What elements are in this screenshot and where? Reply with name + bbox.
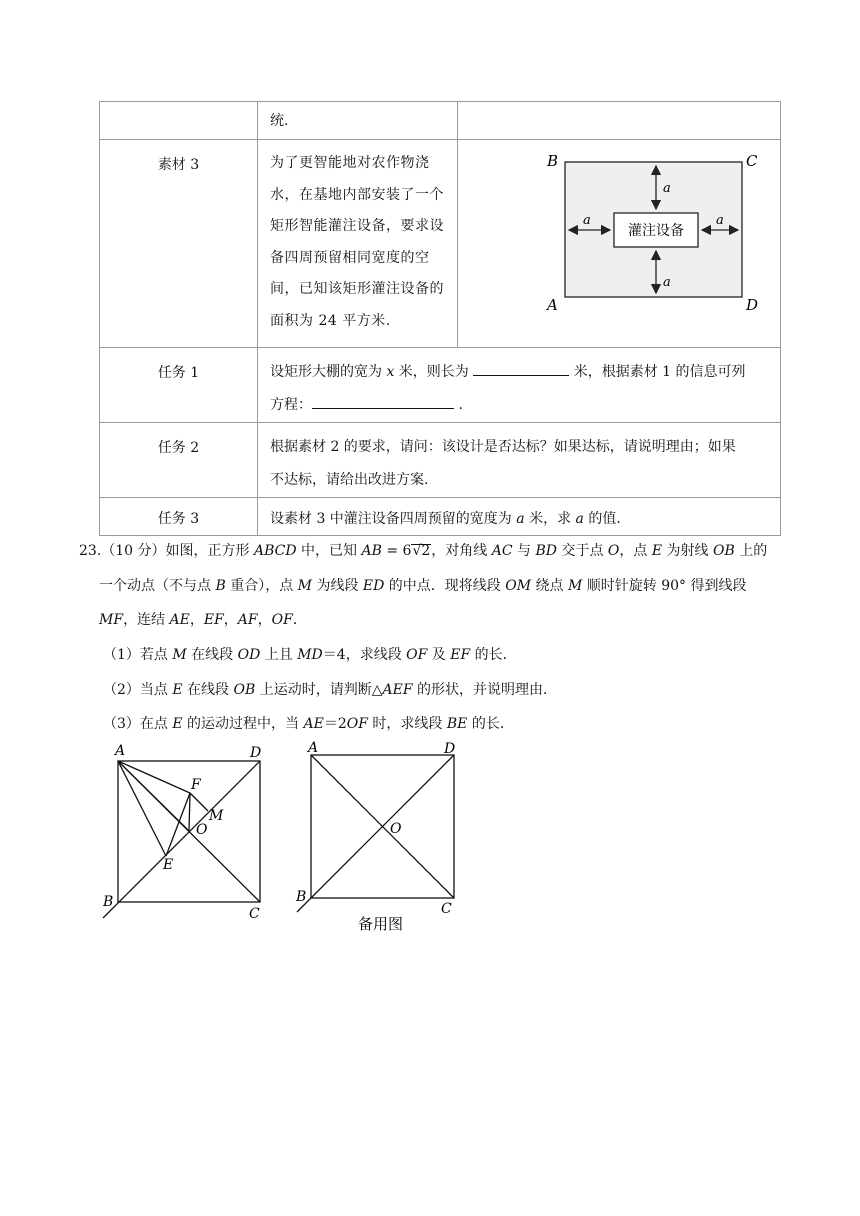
var: ABCD — [253, 543, 297, 559]
row-label-cell — [100, 140, 258, 348]
text: 米，根据素材 1 的信息可列 — [569, 364, 746, 380]
point-F: F — [191, 777, 201, 793]
answer-blank[interactable] — [473, 361, 569, 376]
question-line-3 — [99, 609, 307, 629]
var: E — [651, 543, 663, 559]
var: E — [172, 682, 183, 698]
label-a: a — [716, 213, 724, 228]
vertex-C: C — [441, 901, 452, 917]
material-3-text: 为了更智能地对农作物浇水，在基地内部安装了一个矩形智能灌注设备，要求设备四周预留相同宽度的空间，已知该矩形灌注设备的面积为 24 平方米. — [270, 155, 444, 329]
text: 的中点．现将线段 — [384, 578, 506, 594]
task-2-text — [258, 423, 780, 497]
var: ED — [362, 578, 385, 594]
text: ＝2 — [323, 716, 347, 732]
question-line-2 — [99, 575, 747, 595]
text: 为射线 — [662, 543, 713, 559]
var: MF — [99, 612, 124, 628]
square-figure-backup — [290, 738, 470, 938]
table-cell — [258, 140, 458, 348]
text: 一个动点（不与点 — [99, 578, 216, 594]
table-cell — [258, 348, 781, 423]
var: M — [297, 578, 312, 594]
var: OF — [406, 647, 428, 663]
point-M: M — [209, 808, 224, 824]
text: 设素材 3 中灌注设备四周预留的宽度为 — [270, 511, 517, 527]
text: 2 — [421, 543, 431, 559]
text: 方程： — [270, 397, 312, 413]
ray-db — [297, 755, 454, 912]
figure-caption: 备用图 — [358, 915, 404, 933]
point-O: O — [390, 821, 402, 837]
table-cell — [258, 498, 781, 536]
text: 为线段 — [312, 578, 363, 594]
answer-blank[interactable] — [312, 394, 454, 409]
table-row — [100, 423, 781, 498]
vertex-B: B — [547, 152, 559, 170]
text: 交于点 — [557, 543, 608, 559]
label-a: a — [663, 275, 671, 290]
row-label-cell — [100, 498, 258, 536]
var-x: x — [386, 364, 395, 380]
text: 的值. — [583, 511, 621, 527]
table-row — [100, 140, 781, 348]
text: 米，则长为 — [394, 364, 474, 380]
text: 米，求 — [524, 511, 576, 527]
text: （2）当点 — [103, 682, 173, 698]
table-cell — [458, 102, 781, 140]
text: 在线段 — [182, 682, 234, 698]
var: AC — [491, 543, 513, 559]
text: 时，求线段 — [367, 716, 447, 732]
text: （1）若点 — [103, 647, 173, 663]
text: ， — [223, 612, 238, 628]
var: AEF — [382, 682, 413, 698]
var: OD — [237, 647, 261, 663]
text: 顺时针旋转 90° 得到线段 — [582, 578, 747, 594]
var: MD — [297, 647, 323, 663]
text: 如图，正方形 — [165, 543, 254, 559]
segment-ao — [118, 761, 189, 831]
question-number: 23. — [79, 543, 102, 559]
table-cell — [258, 102, 458, 140]
vertex-D: D — [746, 296, 759, 314]
vertex-B: B — [103, 894, 114, 910]
var: BD — [535, 543, 557, 559]
var: AE — [303, 716, 324, 732]
var: BE — [446, 716, 468, 732]
var: EF — [203, 612, 224, 628]
text: 的长． — [467, 716, 514, 732]
text: 设矩形大棚的宽为 — [270, 364, 387, 380]
text: 绕点 — [531, 578, 568, 594]
question-line-1 — [79, 540, 767, 560]
segment-fm — [190, 793, 208, 811]
vertex-A: A — [547, 296, 558, 314]
text: 上且 — [260, 647, 298, 663]
text: 及 — [427, 647, 451, 663]
text: ＝4，求线段 — [322, 647, 407, 663]
var: OF — [271, 612, 293, 628]
row-label-cell — [100, 423, 258, 498]
subquestion-3 — [103, 713, 514, 733]
text: 上的 — [734, 543, 768, 559]
label-a: a — [663, 181, 671, 196]
row-label: 任务 2 — [157, 440, 200, 456]
text: ． — [292, 612, 307, 628]
table-cell — [258, 423, 781, 498]
row-label: 任务 1 — [157, 365, 200, 381]
text: 中，已知 — [296, 543, 362, 559]
text: （3）在点 — [103, 716, 173, 732]
var-a: a — [575, 511, 584, 527]
point-E: E — [163, 857, 174, 873]
segment-fo — [189, 793, 190, 831]
var: AF — [237, 612, 258, 628]
question-points: （10 分） — [101, 543, 166, 559]
var: M — [567, 578, 583, 594]
var: E — [172, 716, 183, 732]
var: M — [172, 647, 187, 663]
segment-af — [118, 761, 190, 793]
table-row — [100, 348, 781, 423]
var: OF — [346, 716, 368, 732]
text: 的形状，并说明理由． — [412, 682, 557, 698]
text: 的运动过程中，当 — [182, 716, 304, 732]
var: OM — [505, 578, 532, 594]
irrigation-device-diagram — [458, 140, 780, 348]
task-3-text — [258, 498, 780, 528]
var: OB — [712, 543, 735, 559]
task-1-text — [258, 348, 780, 422]
device-label: 灌注设备 — [628, 223, 684, 239]
label-a: a — [583, 213, 591, 228]
vertex-C: C — [249, 906, 260, 922]
text: 在线段 — [186, 647, 238, 663]
point-O: O — [196, 822, 208, 838]
vertex-D: D — [250, 745, 262, 761]
table-row — [100, 498, 781, 536]
text: 上运动时，请判断△ — [255, 682, 383, 698]
var: EF — [450, 647, 471, 663]
table-cell — [100, 102, 258, 140]
text: 根据素材 2 的要求，请问：该设计是否达标？如果达标，请说明理由；如果 — [270, 439, 736, 455]
ray-db — [103, 761, 260, 918]
text: ， — [257, 612, 272, 628]
vertex-A: A — [115, 743, 126, 759]
var: AB — [361, 543, 382, 559]
cell-text: 统. — [270, 113, 289, 129]
vertex-C: C — [746, 152, 758, 170]
text: 重合），点 — [225, 578, 298, 594]
square-figure-main — [95, 738, 280, 928]
var: B — [215, 578, 226, 594]
subquestion-2 — [103, 679, 557, 699]
text: 的长． — [470, 647, 517, 663]
figure-cell — [458, 140, 781, 348]
text: . — [454, 397, 463, 413]
var: OB — [233, 682, 256, 698]
segment-ae — [118, 761, 166, 856]
vertex-B: B — [296, 889, 307, 905]
text: ，对角线 — [431, 543, 492, 559]
table-row — [100, 102, 781, 140]
row-label-cell — [100, 348, 258, 423]
row-label: 素材 3 — [157, 157, 200, 173]
vertex-D: D — [444, 741, 456, 757]
var: O — [607, 543, 620, 559]
text: ，点 — [619, 543, 652, 559]
text: ， — [189, 612, 204, 628]
text: ，连结 — [123, 612, 170, 628]
task-table — [99, 101, 781, 536]
segment-ef — [166, 793, 190, 856]
row-label: 任务 3 — [157, 511, 200, 527]
text: = 6 — [381, 543, 412, 559]
var: AE — [169, 612, 190, 628]
var-a: a — [516, 511, 525, 527]
sqrt-symbol: √2 — [412, 543, 431, 559]
text: 与 — [512, 543, 536, 559]
text: 不达标，请给出改进方案. — [270, 472, 429, 488]
subquestion-1 — [103, 644, 517, 664]
vertex-A: A — [308, 740, 319, 756]
